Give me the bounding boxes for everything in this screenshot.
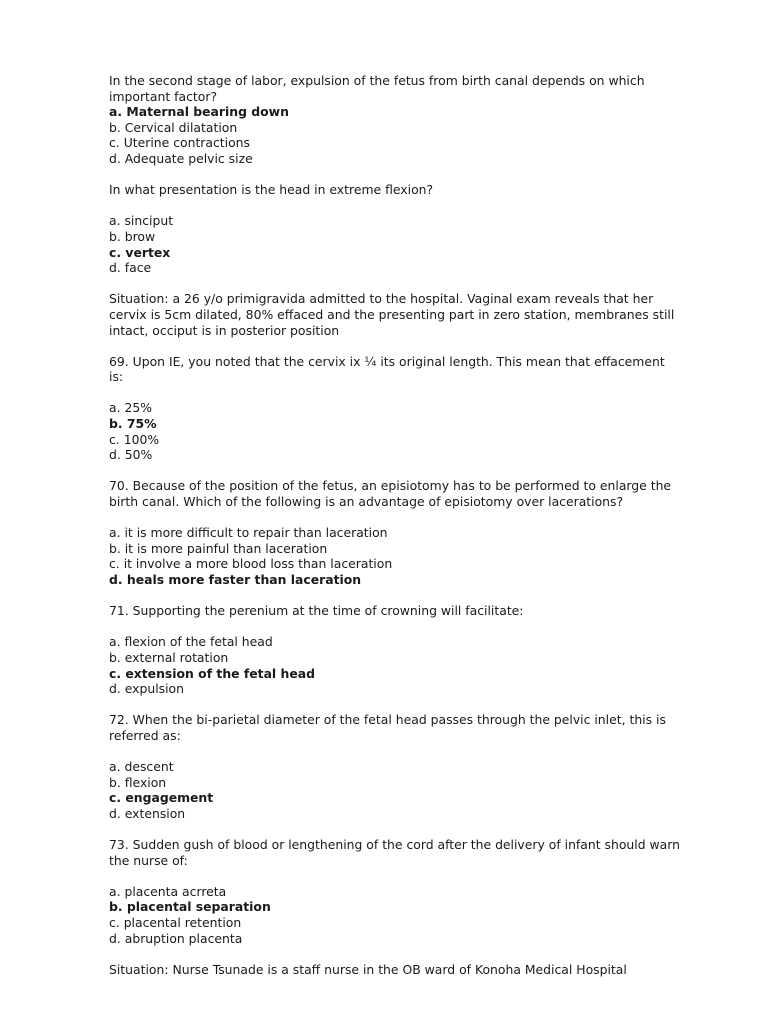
answer-option: a. it is more difficult to repair than laceration bbox=[109, 525, 388, 541]
answer-option-correct: b. placental separation bbox=[109, 899, 271, 915]
answer-option: a. 25% bbox=[109, 400, 153, 416]
situation-primigravida bbox=[109, 291, 719, 338]
question-73 bbox=[109, 837, 719, 946]
answer-option: b. flexion bbox=[109, 774, 167, 790]
answer-option: d. 50% bbox=[109, 447, 153, 463]
answer-option-correct: c. engagement bbox=[109, 790, 214, 806]
answer-option: c. placental retention bbox=[109, 915, 242, 931]
answer-option: c. 100% bbox=[109, 431, 160, 447]
question-stem-line: referred as: bbox=[109, 727, 181, 743]
question-stem-line: 71. Supporting the perenium at the time of crowning will facilitate: bbox=[109, 603, 524, 619]
answer-option: a. placenta acrreta bbox=[109, 883, 227, 899]
question-stem-line: important factor? bbox=[109, 88, 218, 104]
answer-option-correct: b. 75% bbox=[109, 416, 157, 432]
question-70 bbox=[109, 478, 719, 587]
answer-option: d. extension bbox=[109, 805, 186, 821]
answer-option: a. sinciput bbox=[109, 213, 174, 229]
question-stem-line: is: bbox=[109, 369, 124, 385]
situation-line: cervix is 5cm dilated, 80% effaced and the presenting part in zero station, membranes still bbox=[109, 306, 675, 322]
situation-line: Situation: a 26 y/o primigravida admitted to the hospital. Vaginal exam reveals that her bbox=[109, 291, 654, 307]
answer-option-correct: d. heals more faster than laceration bbox=[109, 572, 362, 587]
answer-option-correct: a. Maternal bearing down bbox=[109, 104, 289, 120]
question-72 bbox=[109, 712, 719, 821]
answer-option: c. it involve a more blood loss than laceration bbox=[109, 556, 393, 572]
situation-line: Situation: Nurse Tsunade is a staff nurse in the OB ward of Konoha Medical Hospital bbox=[109, 961, 627, 977]
answer-option: a. flexion of the fetal head bbox=[109, 634, 273, 650]
question-stem-line: 72. When the bi-parietal diameter of the fetal head passes through the pelvic inlet, this is bbox=[109, 712, 666, 728]
answer-option: d. abruption placenta bbox=[109, 930, 243, 946]
answer-option: a. descent bbox=[109, 759, 174, 775]
document-page bbox=[109, 73, 719, 993]
question-stem-line: 73. Sudden gush of blood or lengthening of the cord after the delivery of infant should warn bbox=[109, 837, 680, 853]
answer-option-correct: c. vertex bbox=[109, 244, 171, 260]
situation-line: intact, occiput is in posterior position bbox=[109, 322, 340, 338]
question-stem-line: In what presentation is the head in extreme flexion? bbox=[109, 182, 434, 198]
question-stem-line: 70. Because of the position of the fetus, an episiotomy has to be performed to enlarge the bbox=[109, 478, 672, 494]
question-71 bbox=[109, 603, 719, 697]
answer-option: d. face bbox=[109, 260, 152, 276]
question-head-flexion bbox=[109, 182, 719, 276]
question-69 bbox=[109, 354, 719, 463]
situation-nurse-tsunade bbox=[109, 962, 719, 978]
question-stem-line: the nurse of: bbox=[109, 852, 188, 868]
answer-option: d. expulsion bbox=[109, 681, 184, 697]
answer-option-correct: c. extension of the fetal head bbox=[109, 665, 315, 681]
answer-option: c. Uterine contractions bbox=[109, 135, 250, 151]
question-stem-line: birth canal. Which of the following is an advantage of episiotomy over lacerations? bbox=[109, 494, 624, 510]
question-second-stage-labor bbox=[109, 73, 719, 167]
answer-option: b. Cervical dilatation bbox=[109, 119, 238, 135]
answer-option: b. it is more painful than laceration bbox=[109, 540, 328, 556]
answer-option: b. external rotation bbox=[109, 649, 229, 665]
question-stem-line: In the second stage of labor, expulsion of the fetus from birth canal depends on which bbox=[109, 73, 645, 88]
answer-option: b. brow bbox=[109, 228, 156, 244]
answer-option: d. Adequate pelvic size bbox=[109, 150, 253, 166]
question-stem-line: 69. Upon IE, you noted that the cervix ix ¼ its original length. This mean that effacement bbox=[109, 353, 665, 369]
